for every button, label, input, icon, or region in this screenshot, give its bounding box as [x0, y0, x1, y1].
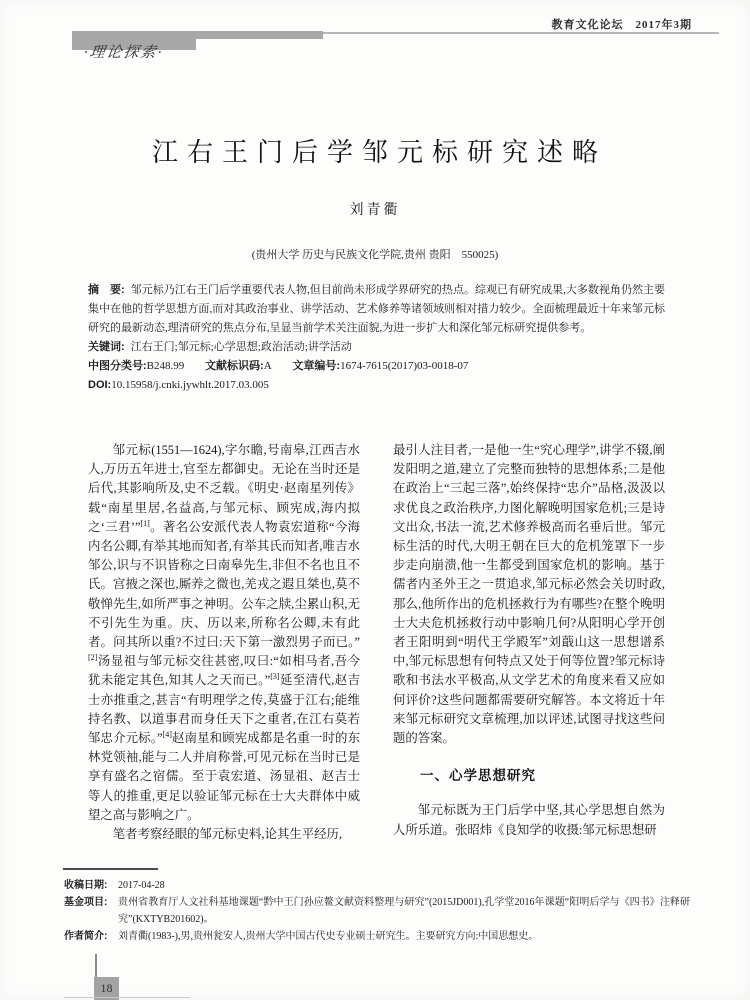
- funding-label: 基金项目:: [64, 897, 108, 908]
- keywords: [88, 338, 665, 357]
- received-date-value: 2017-04-28: [118, 880, 165, 891]
- doc-code-label: 文献标识码:: [205, 360, 264, 372]
- author-bio-label: 作者简介:: [64, 931, 108, 942]
- article-id-value: 1674-7615(2017)03-0018-07: [340, 360, 469, 372]
- clc-value: B248.99: [146, 360, 185, 372]
- right-column: [393, 441, 665, 844]
- banner-rule: [323, 32, 719, 34]
- page-number-tick: [95, 954, 97, 978]
- clc-label: 中图分类号:: [88, 360, 147, 372]
- doi-value: 10.15958/j.cnki.jywhlt.2017.03.005: [111, 379, 269, 391]
- paragraph: 邹元标既为王门后学中坚,其心学思想自然为人所乐道。张昭炜《良知学的收摄:邹元标思想研: [393, 803, 665, 837]
- abstract-label: 摘 要:: [88, 284, 125, 296]
- page-number: 18: [94, 977, 119, 1000]
- doi-label: DOI:: [88, 379, 112, 391]
- footnotes: [64, 877, 690, 945]
- abstract-text: 邹元标乃江右王门后学重要代表人物,但目前尚未形成学界研究的热点。综观已有研究成果,大多数视角仍然主要集中在他的哲学思想方面,而对其政治事业、讲学活动、艺术修养等诸领域则相对措力较少。全面梳理最近十年来邹元标研究的最新动态,理清研究的焦点分布,呈显当前学术关注面貌,为进一步扩大和深化邹元标研究提供参考。: [88, 284, 665, 334]
- doi-line: [88, 376, 665, 395]
- funding-note: [64, 894, 690, 928]
- doc-code-value: A: [263, 360, 272, 372]
- author-bio: [64, 928, 690, 945]
- received-date-label: 收稿日期:: [64, 880, 108, 891]
- article-id-label: 文章编号:: [292, 360, 341, 372]
- banner-block-mid: [196, 31, 323, 39]
- funding-text: 贵州省教育厅人文社科基地课题“黔中王门孙应鳌文献资料整理与研究”(2015JD001),孔学堂2016年课题“阳明后学与《四书》注释研究”(KXTYB201602)。: [118, 897, 690, 925]
- paragraph: 笔者考察经眼的邹元标史料,论其生平经历,: [112, 827, 343, 842]
- article-meta: [88, 281, 665, 395]
- left-column: [88, 441, 360, 844]
- journal-issue-header: 教育文化论坛 2017年3期: [551, 19, 692, 31]
- abstract: [88, 281, 665, 338]
- article-title: 江右王门后学邹元标研究述略: [151, 138, 607, 167]
- received-date: [64, 877, 690, 894]
- footnote-separator: [63, 868, 158, 870]
- article-body: [88, 441, 666, 844]
- article-author: 刘青衢: [349, 203, 401, 218]
- keywords-text: 江右王门;邹元标;心学思想;政治活动;讲学活动: [130, 341, 352, 353]
- author-bio-text: 刘青衢(1983-),男,贵州瓮安人,贵州大学中国古代史专业硕士研究生。主要研究方向:中国思想史。: [118, 931, 539, 942]
- classification-line: [88, 357, 665, 376]
- section-banner-label: ·理论探索·: [82, 45, 165, 61]
- page-footer-rule: [64, 997, 190, 998]
- keywords-label: 关键词:: [88, 341, 125, 353]
- paragraph: 邹元标(1551—1624),字尔瞻,号南皋,江西吉水人,万历五年进士,官至左都御史。无论在当时还是后代,其影响所及,史不乏载。《明史·赵南星列传》载“南星里居,名益高,与邹元标、顾宪成,海内拟之‘三君’”[1]。著名公安派代表人物袁宏道称“今海内名公卿,有举其地而知者,有举其氏而知者,唯吉水邹公,识与不识皆称之曰南皋先生,非但不名也且不氏。宫掖之深也,厮养之微也,羌戎之遐且桀也,莫不敬惮先生,如所严事之神明。公车之牍,尘累山积,无不引先生为重。庆、历以来,所称名公卿,未有此者。问其所以重?不过曰:天下第一激烈男子而已。”[2]汤显祖与邹元标交往甚密,叹曰:“如相马者,吾今犹未能定其色,知其人之天而已。”[3]延至清代,赵吉士亦推重之,甚言“有明理学之传,莫盛于江右;能维持名教、以道事君而身任天下之重者,在江右莫若邹忠介元标。”[4]赵南星和顾宪成都是名重一时的东林党领袖,能与二人并肩称誉,可见元标在当时已是享有盛名之宿儒。至于袁宏道、汤显祖、赵吉士等人的推重,更足以验证邹元标在士大夫群体中威望之高与影响之广。: [88, 443, 360, 822]
- paragraph: 最引人注目者,一是他一生“究心理学”,讲学不辍,阐发阳明之道,建立了完整而独特的思想体系;二是他在政治上“三起三落”,始终保持“忠介”品格,汲汲以求优良之政治秩序,力图化解晚明国家危机;三是诗文出众,书法一流,艺术修养极高而名垂后世。邹元标生活的时代,大明王朝在巨大的危机笼罩下一步步走向崩溃,他一生都受到国家危机的影响。基于儒者内圣外王之一贯追求,邹元标必然会关切时政,那么,他所作出的危机拯救行为有哪些?在整个晚明士大夫危机拯救行动中影响几何?从阳明心学开创者王阳明到“明代王学殿军”刘蕺山这一思想谱系中,邹元标思想有何特点又处于何等位置?邹元标诗歌和书法水平极高,从文学艺术的角度来看又应如何评价?这些问题都需要研究解答。本文将近十年来邹元标研究文章梳理,加以评述,试图寻找这些问题的答案。: [393, 443, 665, 746]
- article-affiliation: (贵州大学 历史与民族文化学院,贵州 贵阳 550025): [251, 249, 499, 261]
- section-heading: 一、心学思想研究: [420, 768, 536, 784]
